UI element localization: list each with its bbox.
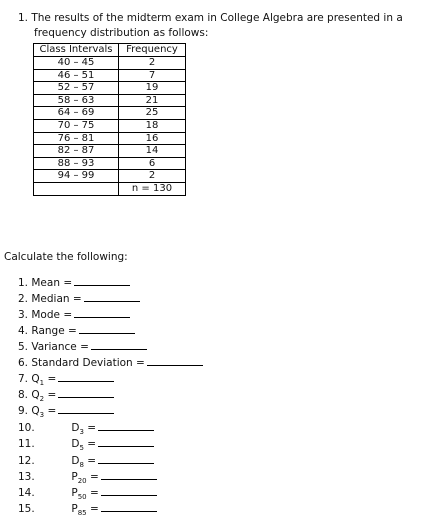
answer-blank[interactable]: [101, 485, 157, 496]
question-subscript: 85: [77, 509, 87, 518]
answer-blank[interactable]: [98, 420, 154, 431]
question-number: 1.: [18, 277, 29, 289]
question-number: 11.: [18, 438, 35, 450]
question-item: [18, 339, 147, 354]
answer-blank[interactable]: [101, 469, 157, 480]
table-row: [34, 57, 186, 70]
answer-blank[interactable]: [79, 323, 135, 334]
question-subscript: 3: [39, 411, 45, 420]
table-row: [34, 145, 186, 158]
question-item: [18, 420, 154, 435]
frequency-cell: 2: [119, 170, 186, 183]
table-body: [34, 57, 186, 196]
header-frequency: Frequency: [119, 44, 186, 57]
question-number: 4.: [18, 325, 29, 337]
answer-blank[interactable]: [74, 275, 130, 286]
total-cell: n = 130: [119, 182, 186, 195]
question-item: [18, 436, 154, 451]
answer-blank[interactable]: [101, 501, 157, 512]
question-subscript: 3: [79, 428, 84, 437]
answer-blank[interactable]: [58, 371, 114, 382]
frequency-cell: 19: [119, 82, 186, 95]
question-equals: =: [83, 438, 97, 450]
question-equals: =: [86, 487, 99, 499]
class-interval-cell: 88 – 93: [34, 157, 119, 170]
class-interval-cell: 40 – 45: [34, 57, 119, 70]
class-interval-cell: 52 – 57: [34, 82, 119, 95]
class-interval-cell: 82 – 87: [34, 145, 119, 158]
question-equals: =: [83, 422, 97, 434]
frequency-cell: 6: [119, 157, 186, 170]
table-row: [34, 132, 186, 145]
table-row: [34, 69, 186, 82]
question-label: Range =: [31, 325, 77, 337]
question-label: Standard Deviation =: [31, 357, 145, 369]
question-equals: =: [44, 373, 57, 385]
question-equals: =: [83, 455, 97, 467]
answer-blank[interactable]: [98, 436, 154, 447]
frequency-cell: 2: [119, 57, 186, 70]
answer-blank[interactable]: [84, 291, 140, 302]
answer-blank[interactable]: [58, 387, 114, 398]
frequency-cell: 7: [119, 69, 186, 82]
question-number: 10.: [18, 422, 35, 434]
table-row: [34, 82, 186, 95]
question-label: Mean =: [31, 277, 73, 289]
question-item: [18, 275, 130, 290]
class-interval-cell: 58 – 63: [34, 94, 119, 107]
question-equals: =: [86, 503, 99, 515]
question-number: 3.: [18, 309, 29, 321]
question-number: 12.: [18, 455, 35, 467]
class-interval-cell: 94 – 99: [34, 170, 119, 183]
problem-line-1: 1. The results of the midterm exam in College Algebra are presented in a: [18, 12, 403, 24]
question-item: [18, 355, 203, 370]
question-label: Mode =: [31, 309, 73, 321]
question-equals: =: [44, 389, 57, 401]
question-subscript: 50: [77, 493, 87, 502]
total-blank-cell: [34, 182, 119, 195]
question-label: P: [71, 503, 78, 515]
class-interval-cell: 76 – 81: [34, 132, 119, 145]
table-total-row: [34, 182, 186, 195]
question-label: P: [71, 487, 78, 499]
question-item: [18, 453, 154, 468]
answer-blank[interactable]: [98, 453, 154, 464]
question-label: Q: [31, 373, 40, 385]
question-number: 6.: [18, 357, 29, 369]
question-equals: =: [86, 471, 99, 483]
question-item: [18, 469, 157, 484]
answer-blank[interactable]: [58, 403, 114, 414]
question-label: Q: [31, 389, 40, 401]
question-item: [18, 323, 135, 338]
question-number: 14.: [18, 487, 35, 499]
question-number: 5.: [18, 341, 29, 353]
answer-blank[interactable]: [147, 355, 203, 366]
table-row: [34, 94, 186, 107]
question-equals: =: [44, 405, 57, 417]
table-row: [34, 170, 186, 183]
question-item: [18, 387, 114, 402]
frequency-cell: 16: [119, 132, 186, 145]
frequency-cell: 18: [119, 119, 186, 132]
frequency-cell: 25: [119, 107, 186, 120]
problem-statement: [18, 11, 418, 41]
question-label: P: [71, 471, 78, 483]
question-item: [18, 501, 157, 516]
question-subscript: 2: [39, 395, 45, 404]
question-number: 15.: [18, 503, 35, 515]
question-number: 9.: [18, 405, 29, 417]
class-interval-cell: 46 – 51: [34, 69, 119, 82]
question-label: Q: [31, 405, 40, 417]
question-label: D: [71, 455, 80, 467]
question-subscript: 5: [79, 444, 84, 453]
question-item: [18, 307, 130, 322]
question-label: D: [71, 422, 80, 434]
question-item: [18, 485, 157, 500]
table-row: [34, 107, 186, 120]
question-label: D: [71, 438, 80, 450]
problem-line-2: frequency distribution as follows:: [34, 27, 209, 39]
calc-heading: Calculate the following:: [4, 251, 128, 263]
table-header-row: [34, 44, 186, 57]
question-label: Variance =: [31, 341, 89, 353]
class-interval-cell: 70 – 75: [34, 119, 119, 132]
question-label: Median =: [31, 293, 82, 305]
question-item: [18, 371, 114, 386]
question-subscript: 8: [79, 461, 84, 470]
question-subscript: 20: [77, 477, 87, 486]
class-interval-cell: 64 – 69: [34, 107, 119, 120]
question-number: 8.: [18, 389, 29, 401]
question-item: [18, 291, 140, 306]
answer-blank[interactable]: [91, 339, 147, 350]
question-number: 13.: [18, 471, 35, 483]
table-row: [34, 157, 186, 170]
frequency-cell: 21: [119, 94, 186, 107]
question-number: 2.: [18, 293, 29, 305]
frequency-table: [33, 43, 186, 196]
frequency-cell: 14: [119, 145, 186, 158]
header-class-intervals: Class Intervals: [34, 44, 119, 57]
question-item: [18, 403, 114, 418]
answer-blank[interactable]: [74, 307, 130, 318]
table-row: [34, 119, 186, 132]
question-number: 7.: [18, 373, 29, 385]
question-subscript: 1: [39, 379, 45, 388]
